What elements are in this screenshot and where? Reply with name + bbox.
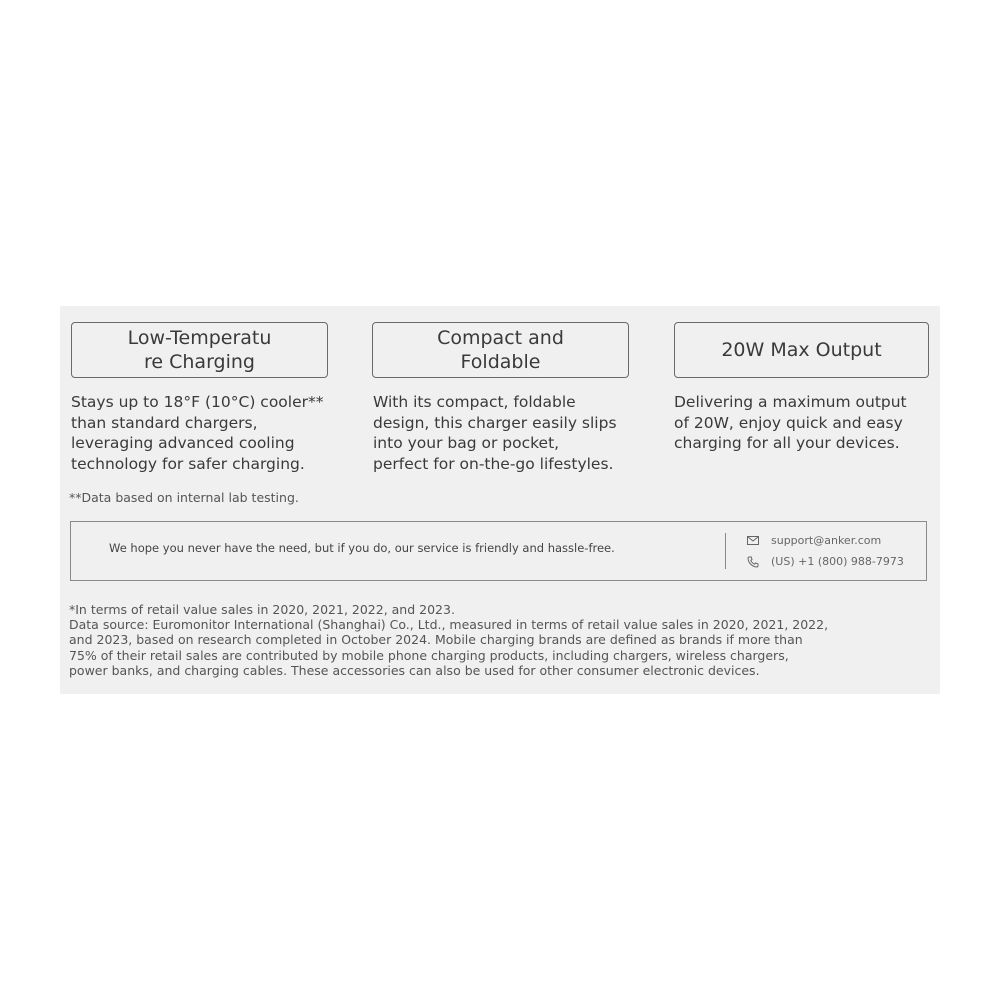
description-line: leveraging advanced cooling [71, 434, 295, 452]
feature-title-low-temperature [71, 322, 328, 378]
support-phone-number[interactable]: (US) +1 (800) 988-7973 [771, 555, 904, 568]
disclaimer-line: power banks, and charging cables. These accessories can also be used for other consumer electronic devices. [69, 662, 760, 678]
description-line: Stays up to 18°F (10°C) cooler** [71, 393, 324, 411]
feature-description-max-output [674, 392, 936, 454]
disclaimer-line: 75% of their retail sales are contributed by mobile phone charging products, including chargers, wireless chargers, [69, 647, 789, 663]
lab-testing-note: **Data based on internal lab testing. [69, 490, 299, 505]
disclaimer-line: *In terms of retail value sales in 2020, 2021, 2022, and 2023. [69, 602, 455, 617]
market-data-disclaimer [69, 602, 929, 678]
disclaimer-line: and 2023, based on research completed in October 2024. Mobile charging brands are defined as brands if more than [69, 632, 803, 648]
description-line: into your bag or pocket, [373, 434, 560, 452]
feature-description-compact-foldable [373, 392, 653, 474]
support-email-link[interactable]: support@anker.com [771, 534, 882, 547]
feature-title-max-output [674, 322, 929, 378]
feature-title-line: Compact and [437, 327, 564, 349]
description-line: Delivering a maximum output [674, 393, 907, 411]
support-email-row[interactable] [747, 534, 881, 547]
envelope-icon [747, 536, 759, 545]
description-line: charging for all your devices. [674, 434, 900, 452]
feature-title-line: Foldable [460, 351, 541, 373]
support-phone-row[interactable] [747, 555, 904, 568]
feature-title-line: Low-Temperatu [127, 327, 272, 349]
description-line: With its compact, foldable [373, 393, 576, 411]
service-divider [725, 533, 726, 569]
service-message: We hope you never have the need, but if you do, our service is friendly and hassle-free. [109, 541, 615, 555]
feature-title-line: re Charging [144, 351, 255, 373]
description-line: than standard chargers, [71, 413, 258, 432]
product-info-card [60, 306, 940, 694]
service-box [70, 521, 927, 581]
phone-icon [747, 556, 759, 568]
feature-description-low-temperature [71, 392, 351, 474]
description-line: perfect for on-the-go lifestyles. [373, 454, 614, 473]
disclaimer-line: Data source: Euromonitor International (Shanghai) Co., Ltd., measured in terms of retail value sales in 2020, 2021, 2022, [69, 617, 829, 633]
feature-title-compact-foldable [372, 322, 629, 378]
feature-title-line: 20W Max Output [721, 339, 882, 361]
description-line: of 20W, enjoy quick and easy [674, 413, 903, 432]
description-line: technology for safer charging. [71, 454, 305, 473]
description-line: design, this charger easily slips [373, 413, 617, 432]
